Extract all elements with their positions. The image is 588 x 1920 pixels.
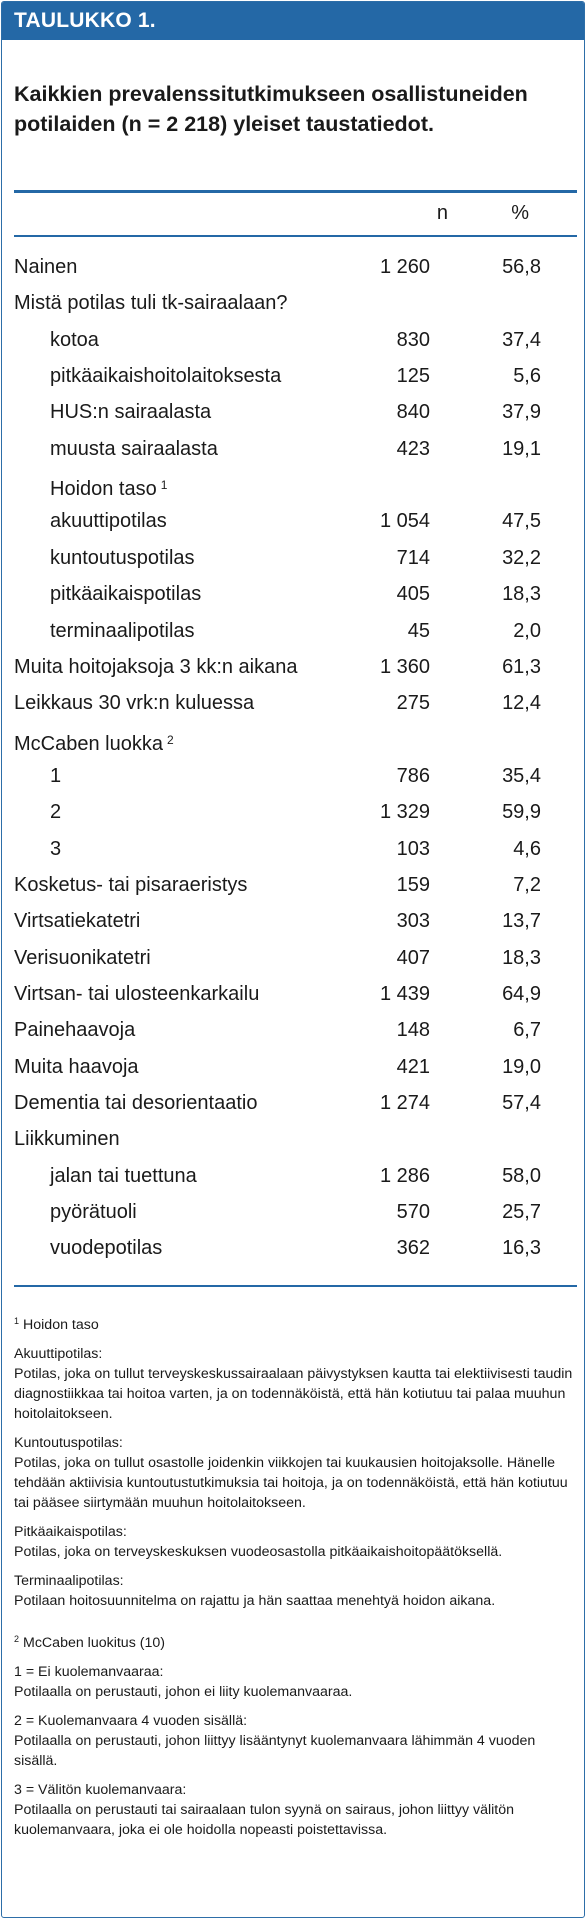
footnote-mccabe-2-text: Potilaalla on perustauti, johon liittyy lisääntynyt kuolemanvaara lähimmän 4 vuoden sisällä. xyxy=(14,1733,536,1769)
cell-percent: 25,7 xyxy=(502,1201,541,1224)
footnote-1-title: $^1$ Hoidon taso xyxy=(14,1316,99,1333)
table-row xyxy=(2,1230,585,1266)
footnote-mccabe-1-text: Potilaalla on perustauti, johon ei liity kuolemanvaaraa. xyxy=(14,1684,353,1700)
row-label: jalan tai tuettuna xyxy=(50,1164,197,1187)
column-header-percent: % xyxy=(511,202,529,224)
table-row xyxy=(2,467,585,503)
top-rule xyxy=(14,190,577,193)
row-label: Painehaavoja xyxy=(14,1019,136,1042)
cell-percent: 64,9 xyxy=(502,983,541,1005)
footnote-pitkaaikais-text: Potilas, joka on terveyskeskuksen vuodeosastolla pitkäaikaishoitopäätöksellä. xyxy=(14,1544,503,1560)
table-row xyxy=(2,322,585,358)
cell-percent: 4,6 xyxy=(513,837,541,860)
row-label: terminaalipotilas xyxy=(50,619,195,642)
cell-percent: 16,3 xyxy=(502,1237,541,1260)
footnote-marker: 2 xyxy=(166,732,174,747)
table-number: TAULUKKO 1. xyxy=(14,9,156,32)
table-row xyxy=(2,576,585,612)
cell-n: 1 054 xyxy=(379,510,430,533)
table-row xyxy=(2,1194,585,1230)
bottom-rule xyxy=(14,1285,577,1287)
cell-percent: 19,0 xyxy=(502,1055,541,1078)
cell-n: 421 xyxy=(396,1055,430,1078)
table-row xyxy=(2,358,585,394)
row-label: Muita haavoja xyxy=(14,1055,139,1078)
table-row xyxy=(2,431,585,467)
table-row xyxy=(2,1085,585,1121)
table-row xyxy=(2,503,585,539)
footnote-terminaali-text: Potilaan hoitosuunnitelma on rajattu ja hän saattaa menehtyä hoidon aikana. xyxy=(14,1593,496,1609)
cell-n: 1 439 xyxy=(379,983,430,1005)
row-label: Virtsan- tai ulosteenkarkailu xyxy=(14,983,260,1005)
footnote-2-title: $^2$ McCaben luokitus (10) xyxy=(14,1634,165,1651)
cell-n: 840 xyxy=(396,401,430,424)
footnote-mccabe-3-head: 3 = Välitön kuolemanvaara: xyxy=(14,1782,187,1798)
cell-percent: 57,4 xyxy=(502,1092,541,1115)
cell-percent: 32,2 xyxy=(502,546,541,569)
table-header-bar xyxy=(2,2,585,40)
row-label: muusta sairaalasta xyxy=(50,437,218,460)
cell-n: 148 xyxy=(396,1019,430,1042)
footnote-kuntoutus-text: Potilas, joka on tullut osastolle joidenkin viikkojen tai kuukausien hoitojaksolle. Hänelle tehdään aktiivisia kuntoutustutkimuksia tai hoitoja, ja on todennäköistä, että hän kotiutuu tai pääsee siirtymään muuhun hoitolaitokseen. xyxy=(14,1455,568,1511)
cell-percent: 6,7 xyxy=(513,1019,541,1042)
cell-percent: 35,4 xyxy=(502,764,541,787)
table-row xyxy=(2,903,585,939)
footnote-kuntoutus-head: Kuntoutuspotilas: xyxy=(14,1435,123,1451)
footnote-mccabe-1-head: 1 = Ei kuolemanvaaraa: xyxy=(14,1664,164,1680)
row-label: Dementia tai desorientaatio xyxy=(14,1092,258,1115)
cell-n: 1 260 xyxy=(379,256,430,278)
row-label: Leikkaus 30 vrk:n kuluessa xyxy=(14,692,255,715)
table-row xyxy=(2,540,585,576)
cell-n: 405 xyxy=(396,583,430,606)
table-row xyxy=(2,613,585,649)
row-label: 3 xyxy=(50,837,62,860)
table-title: Kaikkien prevalenssitutkimukseen osallistuneiden potilaiden (n = 2 218) yleiset taustatiedot. xyxy=(14,82,528,136)
cell-n: 303 xyxy=(396,910,430,933)
row-label: kuntoutuspotilas xyxy=(50,546,195,569)
row-label: Hoidon taso $^1$ xyxy=(50,478,168,501)
row-label: Nainen xyxy=(14,256,78,278)
row-label: Verisuonikatetri xyxy=(14,946,151,969)
row-label: Kosketus- tai pisaraeristys xyxy=(14,873,248,896)
cell-percent: 37,9 xyxy=(502,401,541,424)
footnote-akuutti-head: Akuuttipotilas: xyxy=(14,1346,103,1362)
cell-n: 1 329 xyxy=(379,801,430,824)
row-label: vuodepotilas xyxy=(50,1237,163,1260)
row-label: Virtsatiekatetri xyxy=(14,910,141,933)
cell-n: 45 xyxy=(407,619,430,642)
table-row xyxy=(2,758,585,794)
cell-n: 423 xyxy=(396,437,430,460)
cell-percent: 5,6 xyxy=(513,365,541,388)
cell-n: 1 274 xyxy=(379,1092,430,1115)
cell-percent: 56,8 xyxy=(502,256,541,278)
cell-percent: 18,3 xyxy=(502,583,541,606)
footnote-terminaali-head: Terminaalipotilas: xyxy=(14,1573,124,1589)
cell-percent: 12,4 xyxy=(502,692,541,715)
row-label: Liikkuminen xyxy=(14,1128,120,1151)
cell-percent: 59,9 xyxy=(502,801,541,824)
cell-n: 1 360 xyxy=(379,655,430,678)
table-row xyxy=(2,685,585,721)
cell-n: 103 xyxy=(396,837,430,860)
table-row xyxy=(2,1158,585,1194)
cell-percent: 47,5 xyxy=(502,510,541,533)
header-rule xyxy=(14,235,577,237)
row-label: 1 xyxy=(50,764,62,787)
cell-percent: 2,0 xyxy=(513,619,541,642)
table-row xyxy=(2,722,585,758)
cell-percent: 58,0 xyxy=(502,1164,541,1187)
row-label: pitkäaikaispotilas xyxy=(50,583,202,606)
cell-n: 275 xyxy=(396,692,430,715)
footnote-mccabe-3-text: Potilaalla on perustauti tai sairaalaan tulon syynä on sairaus, johon liittyy välitön kuolemanvaara, joka ei ole hoidolla nopeasti poistettavissa. xyxy=(14,1802,515,1838)
cell-percent: 61,3 xyxy=(502,655,541,678)
cell-n: 570 xyxy=(396,1201,430,1224)
cell-percent: 13,7 xyxy=(502,910,541,933)
row-label: pyörätuoli xyxy=(50,1201,137,1224)
table-row xyxy=(2,649,585,685)
cell-n: 1 286 xyxy=(379,1164,430,1187)
cell-n: 362 xyxy=(396,1237,430,1260)
table-row xyxy=(2,285,585,321)
cell-n: 407 xyxy=(396,946,430,969)
table-row xyxy=(2,794,585,830)
table-row xyxy=(2,976,585,1012)
row-label: akuuttipotilas xyxy=(50,510,167,533)
table-row xyxy=(2,394,585,430)
table-row xyxy=(2,1121,585,1157)
row-label: kotoa xyxy=(50,328,99,351)
row-label: HUS:n sairaalasta xyxy=(50,401,212,424)
cell-n: 786 xyxy=(396,764,430,787)
cell-percent: 37,4 xyxy=(502,328,541,351)
table-row xyxy=(2,867,585,903)
cell-n: 125 xyxy=(396,365,430,388)
row-label: Muita hoitojaksoja 3 kk:n aikana xyxy=(14,655,298,678)
row-label: McCaben luokka $^2$ xyxy=(14,732,174,755)
column-header-n: n xyxy=(436,202,448,224)
table-card xyxy=(1,1,585,1918)
table-row xyxy=(2,831,585,867)
row-label: Mistä potilas tuli tk-sairaalaan? xyxy=(14,292,288,315)
row-label: pitkäaikaishoitolaitoksesta xyxy=(50,365,282,388)
cell-percent: 7,2 xyxy=(513,873,541,896)
footnotes xyxy=(14,1311,574,1840)
cell-n: 830 xyxy=(396,328,430,351)
footnote-marker: 1 xyxy=(160,478,168,493)
table-row xyxy=(2,940,585,976)
cell-n: 159 xyxy=(396,873,430,896)
cell-percent: 18,3 xyxy=(502,946,541,969)
table-row xyxy=(2,1049,585,1085)
cell-n: 714 xyxy=(396,546,430,569)
footnote-pitkaaikais-head: Pitkäaikaispotilas: xyxy=(14,1524,127,1540)
table-row xyxy=(2,1012,585,1048)
table-row xyxy=(2,249,585,285)
footnote-akuutti-text: Potilas, joka on tullut terveyskeskussairaalaan päivystyksen kautta tai elektiivisesti taudin diagnostiikkaa tai hoitoa varten, ja on todennäköistä, että hän kotiutuu tai palaa muuhun hoitolaitokseen. xyxy=(14,1366,573,1422)
row-label: 2 xyxy=(50,801,62,824)
footnote-mccabe-2-head: 2 = Kuolemanvaara 4 vuoden sisällä: xyxy=(14,1713,248,1729)
cell-percent: 19,1 xyxy=(502,437,541,460)
